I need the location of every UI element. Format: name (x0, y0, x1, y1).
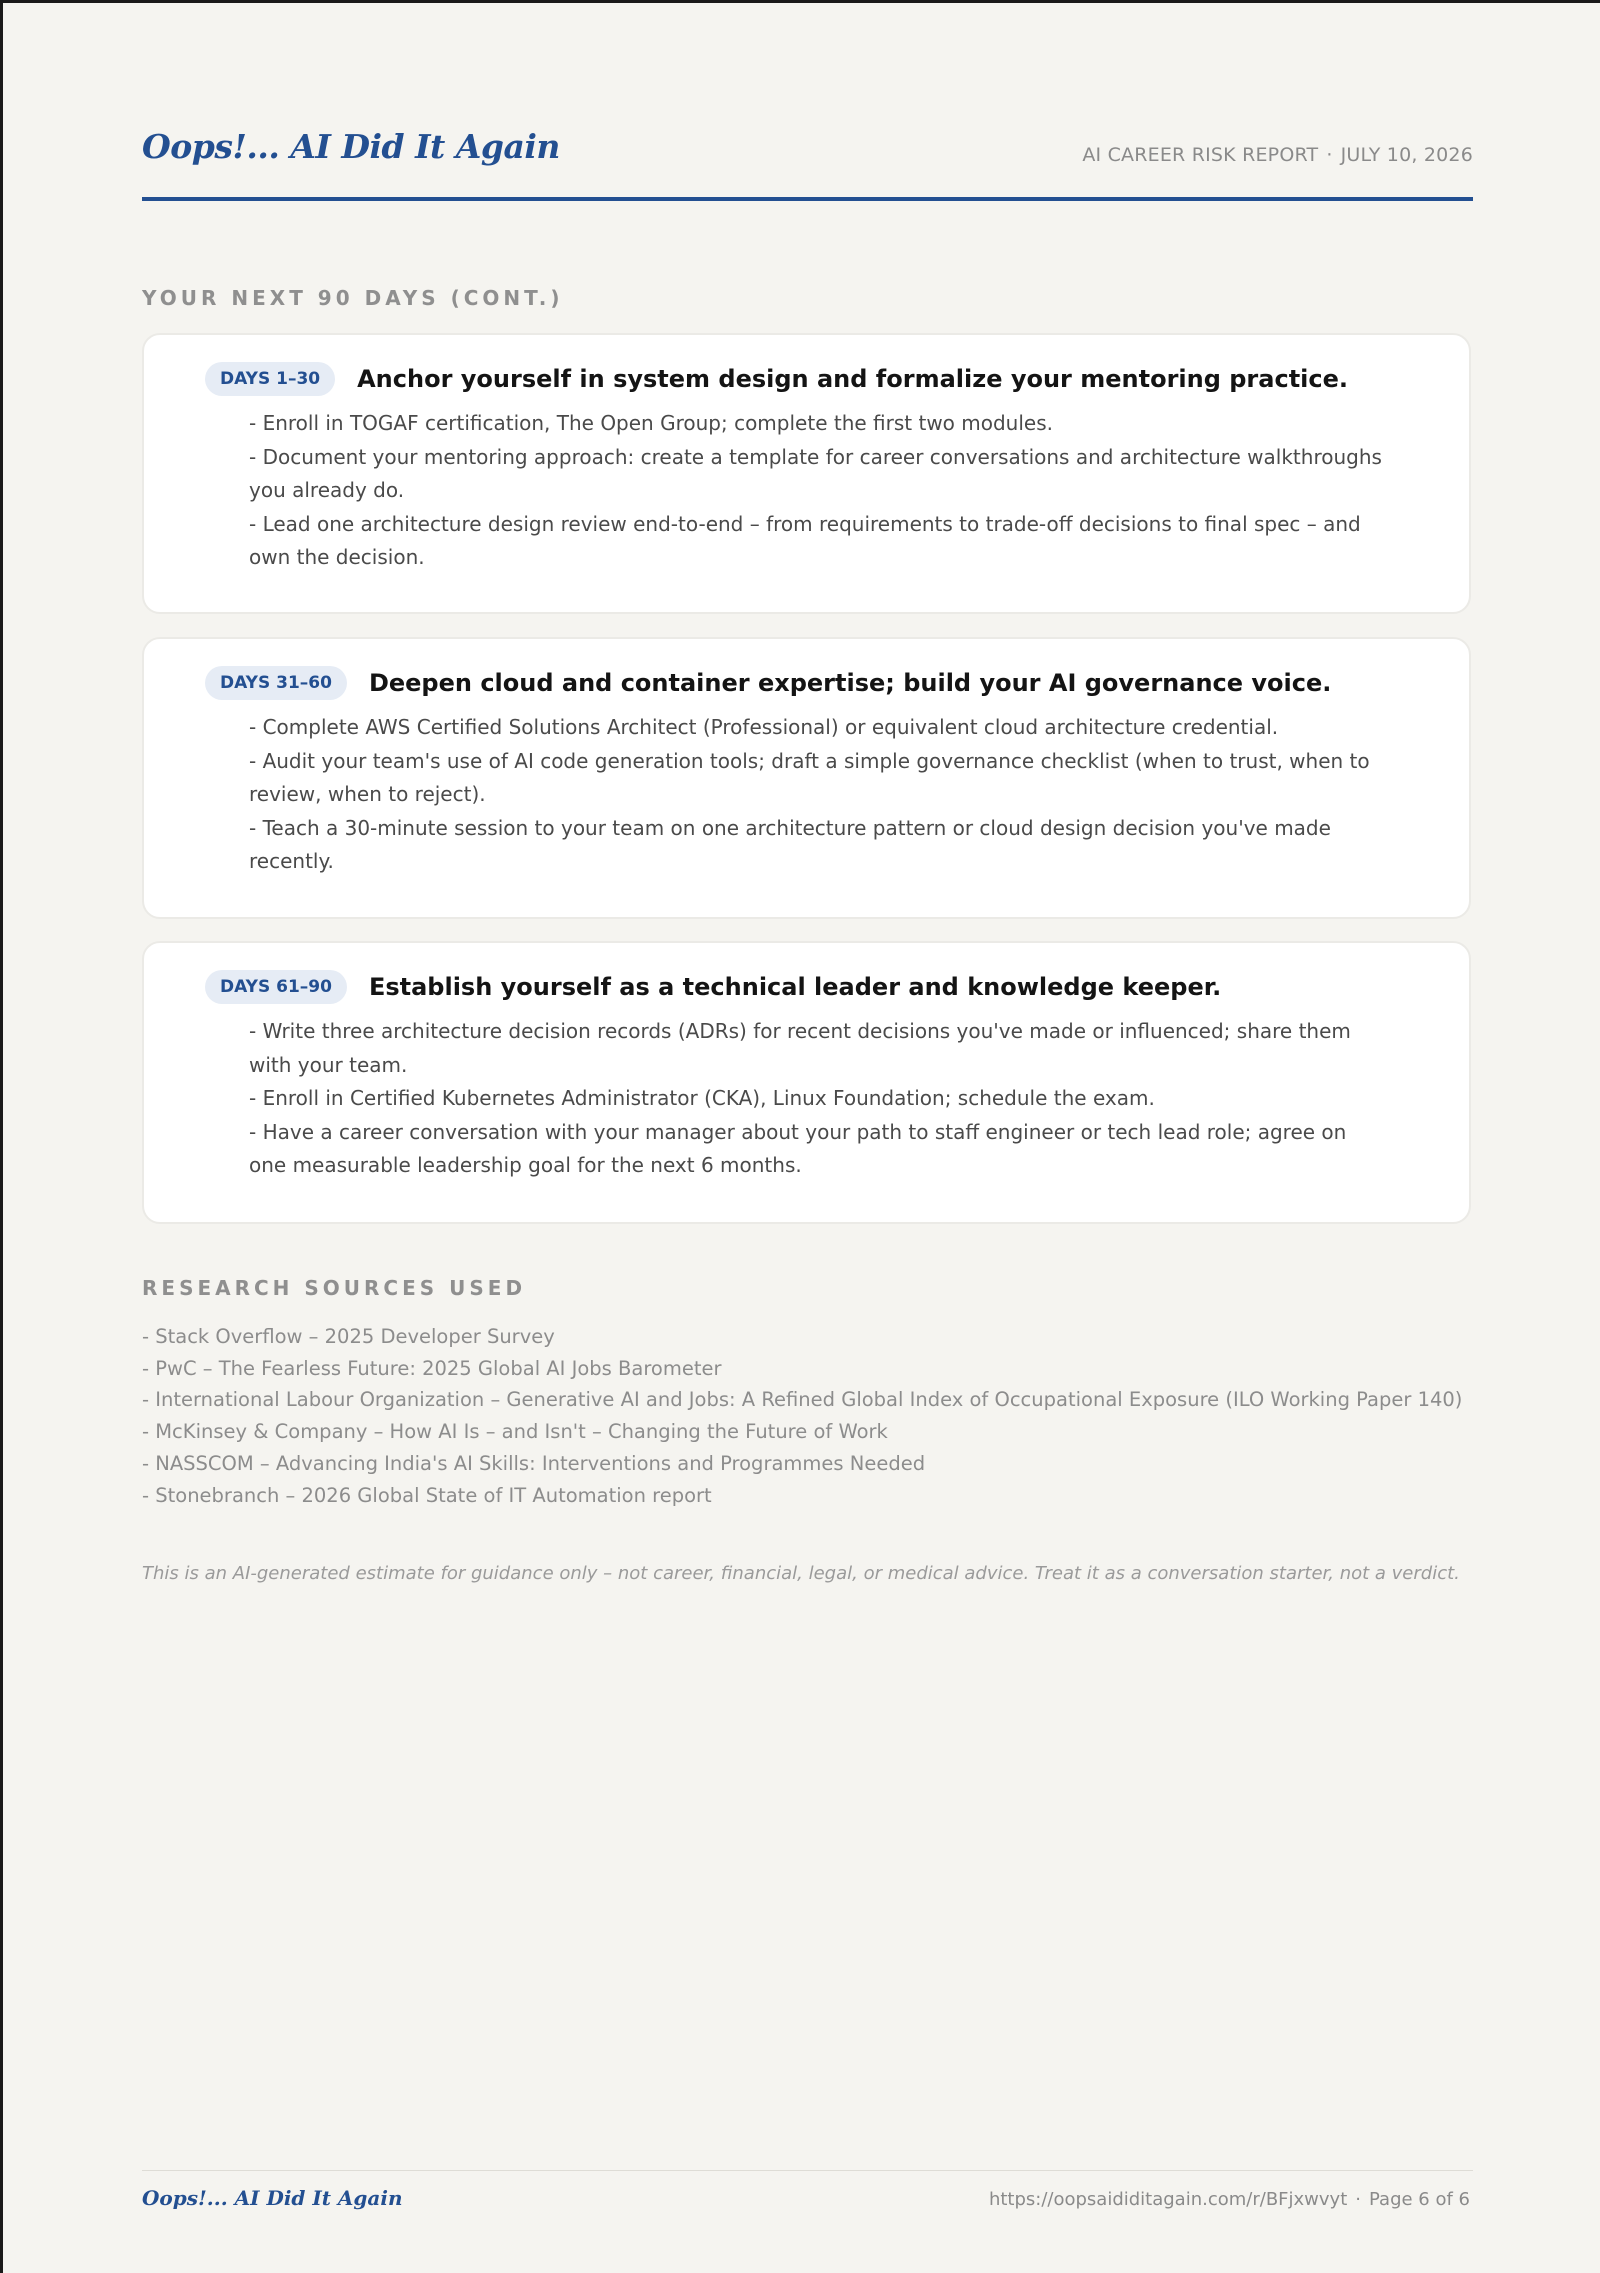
source-item: - McKinsey & Company – How AI Is – and Isn't – Changing the Future of Work (142, 1420, 888, 1444)
plan-item: - Teach a 30-minute session to your team on one architecture pattern or cloud design decision you've made recently. (249, 815, 1331, 873)
plan-item: - Document your mentoring approach: create a template for career conversations and architecture walkthroughs you already do. (249, 444, 1382, 502)
report-date: JULY 10, 2026 (1340, 144, 1473, 166)
footer-brand-logo: Oops!... AI Did It Again (142, 2186, 403, 2210)
plan-item: - Enroll in TOGAF certification, The Open Group; complete the first two modules. (249, 411, 1053, 435)
source-item: - Stack Overflow – 2025 Developer Survey (142, 1325, 555, 1348)
plan-card-items (249, 1015, 1384, 1183)
source-item: - PwC – The Fearless Future: 2025 Global AI Jobs Barometer (142, 1356, 722, 1380)
days-badge: DAYS 1–30 (205, 362, 335, 396)
report-meta (1082, 144, 1473, 166)
plan-card-days-1-30 (142, 333, 1471, 614)
plan-card-header (205, 664, 1331, 702)
section-heading-next-90-days: YOUR NEXT 90 DAYS (CONT.) (142, 286, 564, 310)
plan-item: - Have a career conversation with your manager about your path to staff engineer or tech lead role; agree on one measurable leadership goal for the next 6 months. (249, 1119, 1347, 1177)
source-item: - Stonebranch – 2026 Global State of IT Automation report (142, 1483, 712, 1507)
footer-meta (989, 2189, 1470, 2210)
plan-card-days-31-60 (142, 637, 1471, 919)
meta-separator: · (1326, 144, 1333, 166)
section-heading-research-sources: RESEARCH SOURCES USED (142, 1276, 527, 1300)
plan-item: - Complete AWS Certified Solutions Architect (Professional) or equivalent cloud architecture credential. (249, 715, 1279, 739)
disclaimer: This is an AI-generated estimate for guidance only – not career, financial, legal, or medical advice. Treat it as a conversation starter, not a verdict. (142, 1563, 1460, 1584)
plan-card-header (205, 360, 1348, 398)
plan-card-title: Deepen cloud and container expertise; build your AI governance voice. (368, 669, 1332, 697)
source-item: - International Labour Organization – Generative AI and Jobs: A Refined Global Index of Occupational Exposure (ILO Working Paper 140) (142, 1388, 1463, 1412)
plan-card-items (249, 407, 1384, 575)
plan-item: - Audit your team's use of AI code generation tools; draft a simple governance checklist (when to trust, when to review, when to reject). (249, 748, 1370, 806)
footer-separator: · (1355, 2189, 1361, 2210)
days-badge: DAYS 31–60 (205, 666, 347, 700)
footer-divider (142, 2170, 1473, 2171)
report-label: AI CAREER RISK REPORT (1082, 144, 1319, 166)
plan-card-days-61-90 (142, 941, 1471, 1224)
plan-card-header (205, 968, 1221, 1006)
plan-item: - Lead one architecture design review end-to-end – from requirements to trade-off decisions to final spec – and own the decision. (249, 511, 1361, 569)
plan-card-title: Establish yourself as a technical leader and knowledge keeper. (368, 973, 1222, 1001)
plan-item: - Enroll in Certified Kubernetes Administrator (CKA), Linux Foundation; schedule the exam. (249, 1086, 1155, 1110)
source-item: - NASSCOM – Advancing India's AI Skills: Interventions and Programmes Needed (142, 1451, 926, 1475)
plan-card-title: Anchor yourself in system design and formalize your mentoring practice. (357, 365, 1349, 393)
sources-list (142, 1321, 1472, 1511)
days-badge: DAYS 61–90 (205, 970, 347, 1004)
brand-logo: Oops!... AI Did It Again (142, 127, 560, 166)
plan-card-items (249, 711, 1384, 879)
report-header (142, 127, 1473, 201)
plan-item: - Write three architecture decision records (ADRs) for recent decisions you've made or influenced; share them with your team. (249, 1019, 1351, 1077)
report-url: https://oopsaididitagain.com/r/BFjxwvyt (988, 2189, 1348, 2210)
page-number: Page 6 of 6 (1369, 2189, 1470, 2210)
